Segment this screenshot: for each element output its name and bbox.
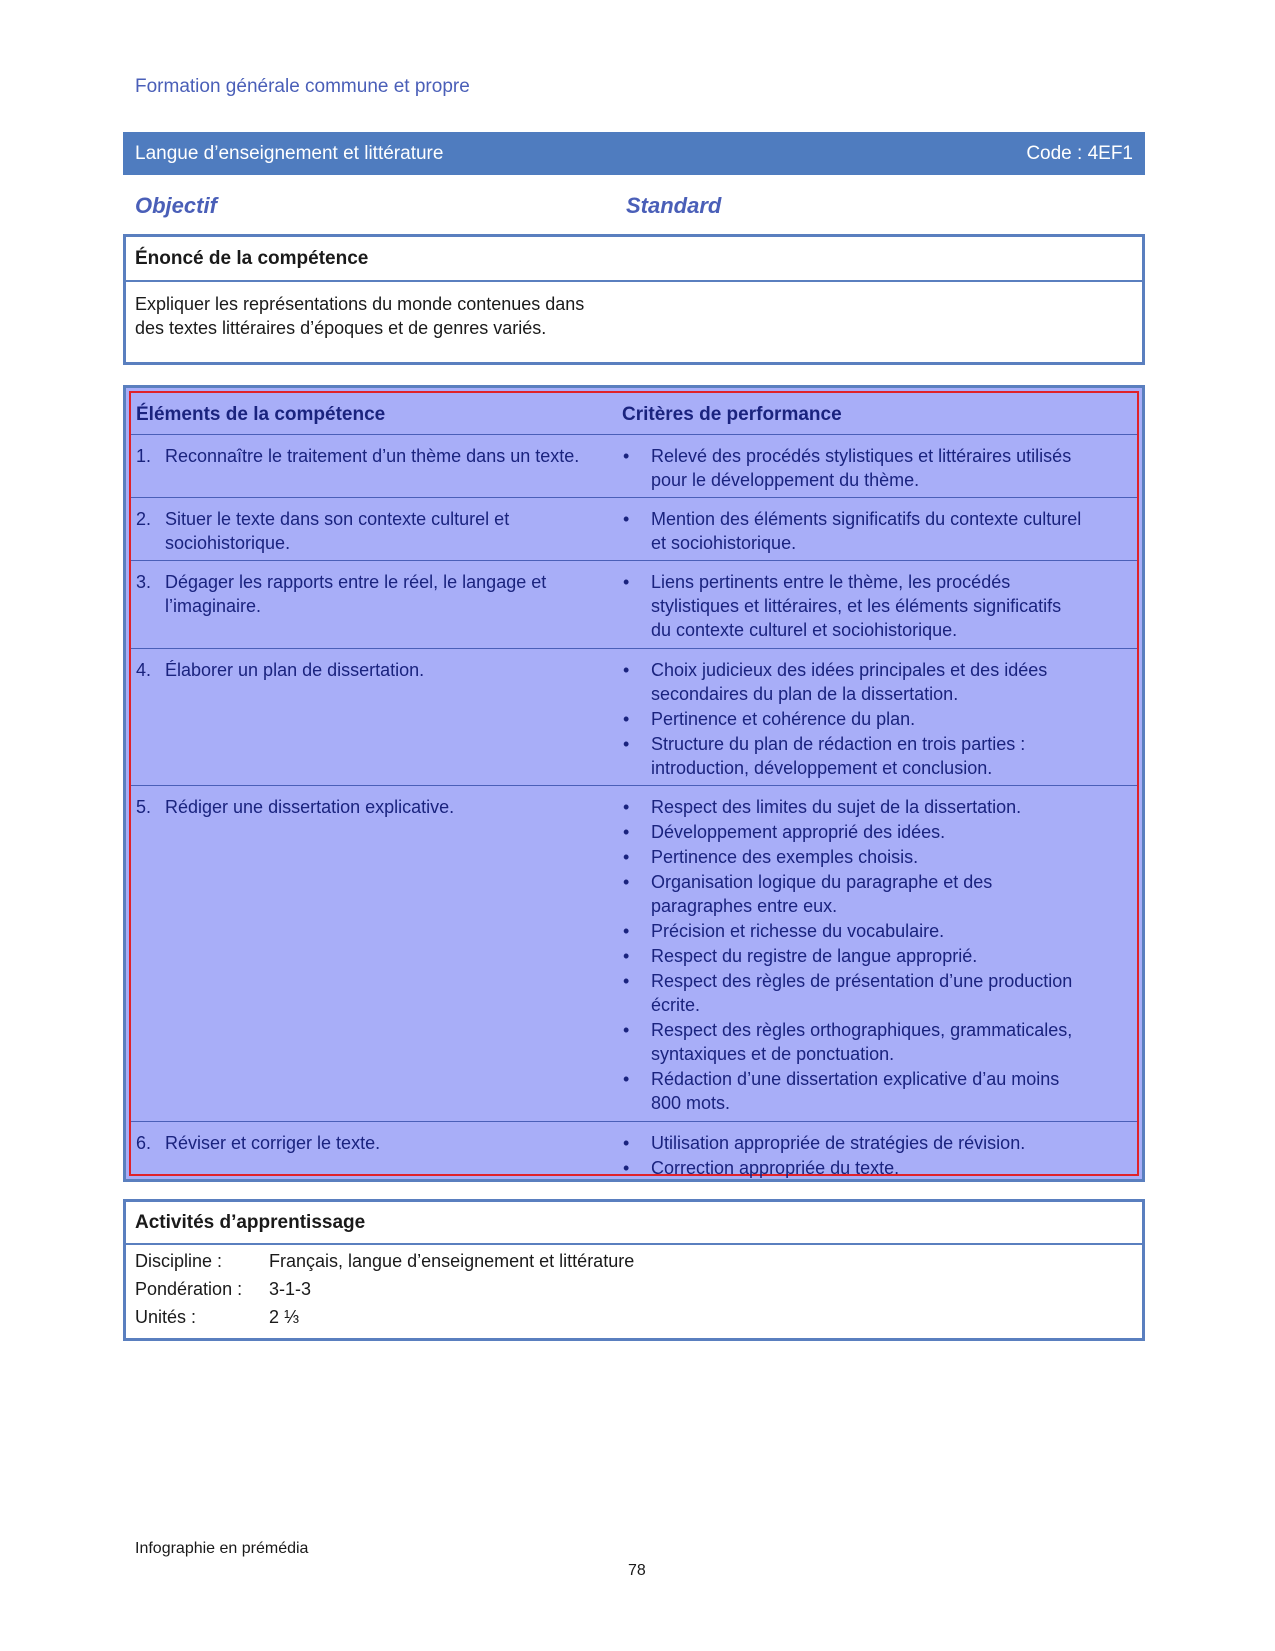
criterion-text: Développement approprié des idées. [651, 822, 946, 842]
criterion-text: Respect du registre de langue approprié. [651, 946, 978, 966]
criteria-column-header: Critères de performance [622, 404, 842, 425]
bullet-icon: • [623, 921, 630, 941]
objectif-label: Objectif [135, 193, 217, 218]
element-text: Rédiger une dissertation explicative. [165, 797, 455, 817]
standard-label: Standard [626, 193, 722, 218]
objective-standard-row [135, 193, 1135, 221]
discipline-label: Discipline : [135, 1251, 223, 1271]
competence-element [136, 507, 611, 555]
competence-rows [131, 435, 1137, 1180]
bullet-icon: • [623, 971, 630, 991]
criterion-text: Choix judicieux des idées principales et des idées secondaires du plan de la dissertation. [651, 660, 1048, 704]
statement-text: Expliquer les représentations du monde contenues dans des textes littéraires d’époques et de genres variés. [135, 294, 585, 338]
bullet-icon: • [623, 709, 630, 729]
element-text: Dégager les rapports entre le réel, le langage et l’imaginaire. [165, 572, 547, 616]
competence-row [131, 1122, 1137, 1180]
criterion-item [622, 944, 1082, 968]
activities-heading: Activités d’apprentissage [126, 1202, 1142, 1245]
criterion-item [622, 795, 1082, 819]
bullet-icon: • [623, 797, 630, 817]
competence-element [136, 658, 611, 682]
criterion-item [622, 658, 1082, 706]
criterion-item [622, 1156, 1082, 1180]
criterion-item [622, 870, 1082, 918]
bullet-icon: • [623, 847, 630, 867]
element-text: Élaborer un plan de dissertation. [165, 660, 425, 680]
statement-heading: Énoncé de la compétence [126, 237, 1142, 282]
criterion-item [622, 969, 1082, 1017]
page-number: 78 [628, 1562, 646, 1579]
criterion-item [622, 845, 1082, 869]
criterion-item [622, 1131, 1082, 1155]
bullet-icon: • [623, 872, 630, 892]
element-number: 3. [136, 572, 152, 592]
criterion-text: Rédaction d’une dissertation explicative d’au moins 800 mots. [651, 1069, 1060, 1113]
criterion-text: Pertinence et cohérence du plan. [651, 709, 916, 729]
criterion-item [622, 444, 1082, 492]
element-text: Reconnaître le traitement d’un thème dans un texte. [165, 446, 580, 466]
bullet-icon: • [623, 509, 630, 529]
criteria-list [622, 570, 1082, 643]
criteria-list [622, 1131, 1082, 1181]
criterion-item [622, 820, 1082, 844]
criterion-text: Utilisation appropriée de stratégies de révision. [651, 1133, 1026, 1153]
bullet-icon: • [623, 446, 630, 466]
criterion-text: Pertinence des exemples choisis. [651, 847, 919, 867]
course-name: Langue d’enseignement et littérature [135, 142, 444, 164]
bullet-icon: • [623, 946, 630, 966]
criteria-list [622, 444, 1082, 493]
unites-value: 2 ⅓ [269, 1307, 300, 1327]
criterion-text: Respect des règles de présentation d’une production écrite. [651, 971, 1073, 1015]
competence-statement-box [123, 234, 1145, 365]
criterion-text: Précision et richesse du vocabulaire. [651, 921, 945, 941]
criterion-item [622, 919, 1082, 943]
criterion-item [622, 707, 1082, 731]
learning-activities-box [123, 1199, 1145, 1341]
ponderation-value: 3-1-3 [269, 1279, 312, 1299]
discipline-value: Français, langue d’enseignement et littérature [269, 1251, 635, 1271]
element-number: 6. [136, 1133, 152, 1153]
competence-row [131, 498, 1137, 561]
criterion-item [622, 1067, 1082, 1115]
competence-element [136, 1131, 611, 1155]
competence-row [131, 435, 1137, 498]
element-text: Réviser et corriger le texte. [165, 1133, 381, 1153]
criterion-item [622, 507, 1082, 555]
criterion-text: Correction appropriée du texte. [651, 1158, 900, 1178]
criterion-item [622, 732, 1082, 780]
footer-program-name: Infographie en prémédia [135, 1540, 309, 1557]
bullet-icon: • [623, 572, 630, 592]
element-number: 2. [136, 509, 152, 529]
bullet-icon: • [623, 1158, 630, 1178]
criterion-item [622, 570, 1082, 642]
criterion-text: Mention des éléments significatifs du contexte culturel et sociohistorique. [651, 509, 1082, 553]
course-code: Code : 4EF1 [1026, 142, 1133, 164]
competence-element [136, 570, 611, 618]
criterion-item [622, 1018, 1082, 1066]
element-number: 5. [136, 797, 152, 817]
competence-row [131, 649, 1137, 786]
element-text: Situer le texte dans son contexte culturel et sociohistorique. [165, 509, 510, 553]
bullet-icon: • [623, 1020, 630, 1040]
criteria-list [622, 658, 1082, 781]
element-number: 1. [136, 446, 152, 466]
criterion-text: Respect des règles orthographiques, grammaticales, syntaxiques et de ponctuation. [651, 1020, 1073, 1064]
competence-table [123, 385, 1145, 1182]
competence-row [131, 786, 1137, 1122]
competence-element [136, 444, 611, 468]
bullet-icon: • [623, 1133, 630, 1153]
criteria-list [622, 507, 1082, 556]
criterion-text: Relevé des procédés stylistiques et littéraires utilisés pour le développement du thème. [651, 446, 1072, 490]
elements-column-header: Éléments de la compétence [136, 404, 386, 425]
competence-element [136, 795, 611, 819]
page-header-program: Formation générale commune et propre [135, 76, 470, 97]
criteria-list [622, 795, 1082, 1116]
competence-table-header [131, 393, 1137, 435]
bullet-icon: • [623, 660, 630, 680]
bullet-icon: • [623, 734, 630, 754]
unites-label: Unités : [135, 1307, 197, 1327]
criterion-text: Organisation logique du paragraphe et des paragraphes entre eux. [651, 872, 993, 916]
course-title-bar [123, 132, 1145, 175]
criterion-text: Respect des limites du sujet de la dissertation. [651, 797, 1022, 817]
criterion-text: Liens pertinents entre le thème, les procédés stylistiques et littéraires, et les éléments significatifs du contexte culturel et sociohistorique. [651, 572, 1062, 640]
criterion-text: Structure du plan de rédaction en trois parties : introduction, développement et conclusion. [651, 734, 1026, 778]
competence-table-inner [129, 391, 1139, 1176]
bullet-icon: • [623, 1069, 630, 1089]
competence-row [131, 561, 1137, 649]
ponderation-label: Pondération : [135, 1279, 243, 1299]
bullet-icon: • [623, 822, 630, 842]
element-number: 4. [136, 660, 152, 680]
